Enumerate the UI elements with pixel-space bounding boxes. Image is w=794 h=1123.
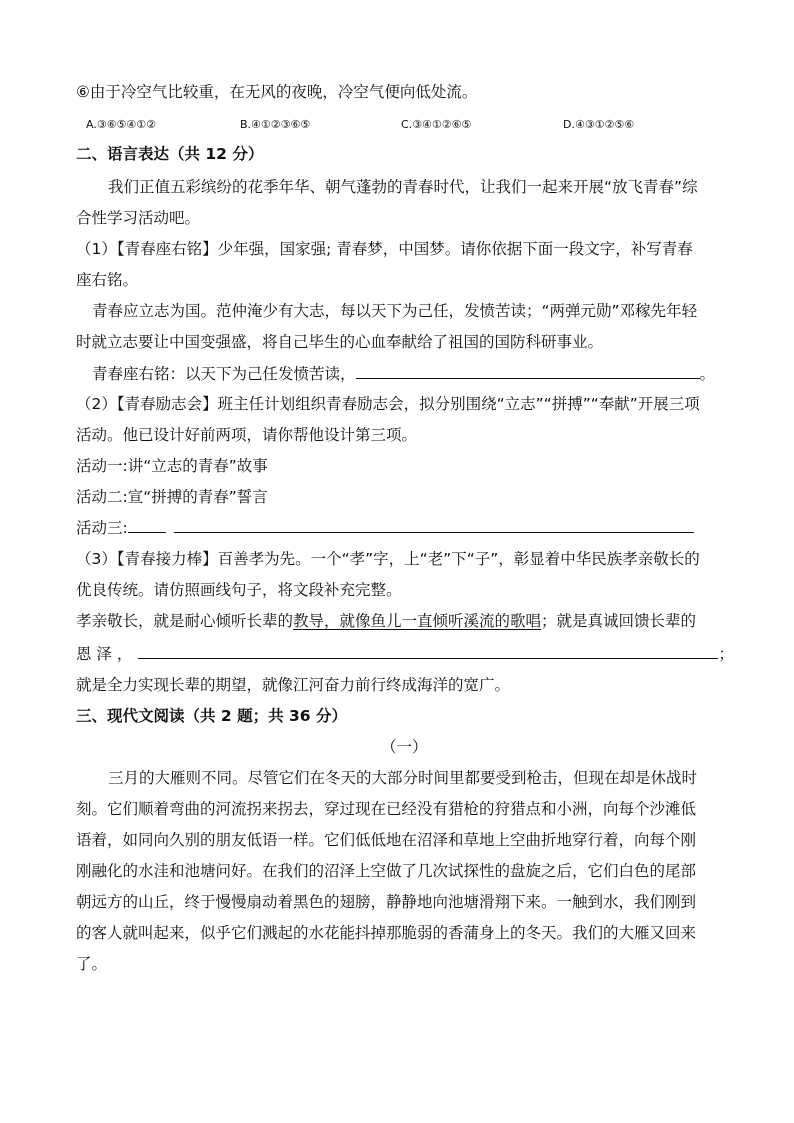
q3-line-1: （3）【青春接力棒】百善孝为先。一个“孝”字，上“老”下“子”，彰显着中华民族孝亲敬长的 xyxy=(76,550,700,568)
activity-1: 活动一:讲“立志的青春”故事 xyxy=(76,457,268,475)
statement-6: ⑥由于冷空气比较重，在无风的夜晚，冷空气便向低处流。 xyxy=(76,83,478,101)
q2-line-2: 活动。他已设计好前两项，请你帮他设计第三项。 xyxy=(76,426,418,444)
reading-para-line-2: 刻。它们顺着弯曲的河流拐来拐去，穿过现在已经没有猎枪的狩猎点和小洲，向每个沙滩低 xyxy=(76,800,697,818)
reading-para-line-3: 语着，如同向久别的朋友低语一样。它们低低地在沼泽和草地上空曲折地穿行着，向每个刚 xyxy=(76,831,697,849)
reading-para-line-7: 了。 xyxy=(76,955,108,973)
enze-end: ； xyxy=(718,645,734,663)
q1-line-2: 座右铭。 xyxy=(76,271,139,289)
section-2-heading: 二、语言表达（共 12 分） xyxy=(76,145,264,163)
option-d[interactable] xyxy=(563,118,634,132)
option-c-label: C. xyxy=(401,118,413,131)
option-d-text: ④③①②⑤⑥ xyxy=(574,118,635,131)
activity-3-answer-blank[interactable] xyxy=(174,518,694,533)
activity-3-label: 活动三: xyxy=(76,519,128,537)
reading-para-line-6: 的客人就叫起来，似乎它们溅起的水花能抖掉那脆弱的香蒲身上的冬天。我们的大雁又回来 xyxy=(76,924,697,942)
filial-prefix: 孝亲敬长，就是耐心倾听长辈的 xyxy=(76,612,294,630)
filial-suffix: ；就是真诚回馈长辈的 xyxy=(541,612,697,630)
motto-prefix: 青春座右铭：以天下为己任发愤苦读， xyxy=(92,365,356,383)
intro-line-1: 我们正值五彩缤纷的花季年华、朝气蓬勃的青春时代，让我们一起来开展“放飞青春”综 xyxy=(108,178,698,196)
enze-line xyxy=(76,644,734,664)
q1-line-1: （1）【青春座右铭】少年强，国家强; 青春梦，中国梦。请你依据下面一段文字，补写青春 xyxy=(76,240,693,258)
option-a-text: ③⑥⑤④①② xyxy=(96,118,156,131)
part-title: （一） xyxy=(381,738,428,756)
q2-line-1: （2）【青春励志会】班主任计划组织青春励志会，拟分别围绕“立志”“拼搏”“奉献”开展三项 xyxy=(76,395,700,413)
intro-line-2: 合性学习活动吧。 xyxy=(76,209,201,227)
option-b[interactable] xyxy=(240,118,310,132)
final-line: 就是全力实现长辈的期望，就像江河奋力前行终成海洋的宽广。 xyxy=(76,676,511,694)
activity-2: 活动二:宣“拼搏的青春”誓言 xyxy=(76,488,268,506)
reading-para-line-5: 朝远方的山丘，终于慢慢扇动着黑色的翅膀，静静地向池塘滑翔下来。一触到水，我们刚到 xyxy=(76,893,697,911)
enze-label: 恩 泽 ， xyxy=(76,645,133,663)
filial-answer-blank[interactable] xyxy=(138,644,718,659)
passage-line-1: 青春应立志为国。范仲淹少有大志，每以天下为己任，发愤苦读；“两弹元勋”邓稼先年轻 xyxy=(92,302,698,320)
option-c-text: ③④①②⑥⑤ xyxy=(412,118,472,131)
reading-para-line-1: 三月的大雁则不同。尽管它们在冬天的大部分时间里都要受到枪击，但现在却是休战时 xyxy=(108,769,698,787)
motto-answer-blank[interactable] xyxy=(356,364,700,379)
option-b-label: B. xyxy=(240,118,252,131)
motto-suffix: 。 xyxy=(699,365,716,383)
section-3-heading: 三、现代文阅读（共 2 题；共 36 分） xyxy=(76,707,347,725)
filial-underlined-example: 教导，就像鱼儿一直倾听溪流的歌唱 xyxy=(293,612,542,630)
option-a-label: A. xyxy=(86,118,97,131)
passage-line-2: 时就立志要让中国变强盛，将自己毕生的心血奉献给了祖国的国防科研事业。 xyxy=(76,333,604,351)
motto-line xyxy=(92,364,715,384)
option-a[interactable] xyxy=(86,118,156,132)
activity-3-short-blank[interactable] xyxy=(128,518,166,533)
activity-3-line xyxy=(76,518,694,538)
option-c[interactable] xyxy=(401,118,471,132)
reading-para-line-4: 刚融化的水洼和池塘问好。在我们的沼泽上空做了几次试探性的盘旋之后，它们白色的尾部 xyxy=(76,862,697,880)
option-b-text: ④①②③⑥⑤ xyxy=(251,118,311,131)
option-d-label: D. xyxy=(563,118,575,131)
filial-line xyxy=(76,611,696,631)
q3-line-2: 优良传统。请仿照画线句子，将文段补充完整。 xyxy=(76,581,402,599)
